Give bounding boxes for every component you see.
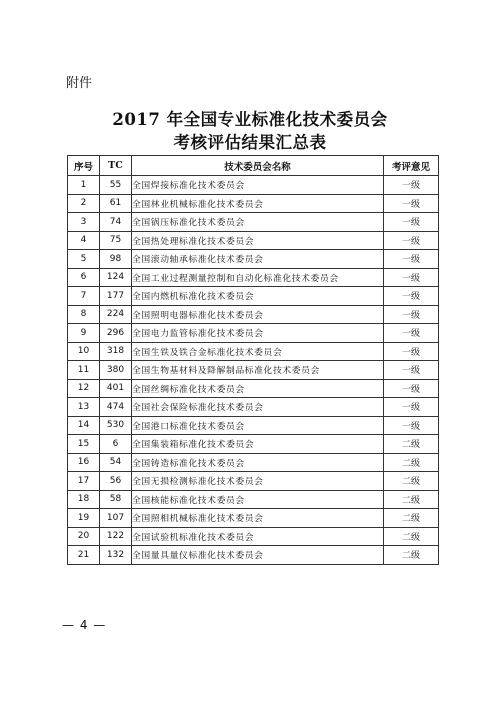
row-index: 19 (68, 509, 100, 528)
row-index: 13 (68, 398, 100, 417)
row-evaluation: 二级 (384, 527, 439, 546)
row-evaluation: 一级 (384, 176, 439, 195)
table-row (68, 435, 439, 454)
row-index: 4 (68, 231, 100, 250)
table-row (68, 268, 439, 287)
row-tc-code: 132 (100, 546, 132, 565)
table-row (68, 398, 439, 417)
row-index: 9 (68, 324, 100, 343)
row-tc-code: 224 (100, 305, 132, 324)
row-evaluation: 二级 (384, 490, 439, 509)
row-tc-code: 55 (100, 176, 132, 195)
page-number: — 4 — (62, 618, 107, 632)
row-index: 20 (68, 527, 100, 546)
row-evaluation: 一级 (384, 342, 439, 361)
row-committee-name: 全国试验机标准化技术委员会 (132, 527, 384, 546)
table-row (68, 509, 439, 528)
row-index: 11 (68, 361, 100, 380)
row-evaluation: 一级 (384, 324, 439, 343)
results-table (67, 155, 439, 565)
row-tc-code: 74 (100, 213, 132, 232)
row-index: 6 (68, 268, 100, 287)
document-title-line-2: 考核评估结果汇总表 (173, 133, 327, 152)
row-tc-code: 75 (100, 231, 132, 250)
row-committee-name: 全国量具量仪标准化技术委员会 (132, 546, 384, 565)
row-committee-name: 全国林业机械标准化技术委员会 (132, 194, 384, 213)
row-index: 2 (68, 194, 100, 213)
row-tc-code: 98 (100, 250, 132, 269)
row-committee-name: 全国锅压标准化技术委员会 (132, 213, 384, 232)
header-committee-name: 技术委员会名称 (132, 156, 384, 176)
row-evaluation: 一级 (384, 361, 439, 380)
table-body (68, 176, 439, 565)
table-row (68, 490, 439, 509)
row-index: 7 (68, 287, 100, 306)
row-committee-name: 全国内燃机标准化技术委员会 (132, 287, 384, 306)
row-committee-name: 全国港口标准化技术委员会 (132, 416, 384, 435)
table-row (68, 546, 439, 565)
row-tc-code: 124 (100, 268, 132, 287)
row-index: 15 (68, 435, 100, 454)
row-evaluation: 一级 (384, 213, 439, 232)
table-row (68, 231, 439, 250)
row-tc-code: 401 (100, 379, 132, 398)
row-index: 10 (68, 342, 100, 361)
table-row (68, 287, 439, 306)
table-row (68, 472, 439, 491)
table-row (68, 305, 439, 324)
row-committee-name: 全国社会保险标准化技术委员会 (132, 398, 384, 417)
table-row (68, 361, 439, 380)
row-committee-name: 全国生物基材料及降解制品标准化技术委员会 (132, 361, 384, 380)
table-row (68, 342, 439, 361)
header-tc: TC (100, 156, 132, 176)
row-index: 3 (68, 213, 100, 232)
row-evaluation: 一级 (384, 416, 439, 435)
row-index: 8 (68, 305, 100, 324)
row-committee-name: 全国丝绸标准化技术委员会 (132, 379, 384, 398)
table-row (68, 527, 439, 546)
row-tc-code: 380 (100, 361, 132, 380)
row-evaluation: 二级 (384, 435, 439, 454)
row-committee-name: 全国生铁及铁合金标准化技术委员会 (132, 342, 384, 361)
row-index: 12 (68, 379, 100, 398)
row-evaluation: 二级 (384, 546, 439, 565)
row-evaluation: 一级 (384, 379, 439, 398)
row-tc-code: 56 (100, 472, 132, 491)
row-tc-code: 54 (100, 453, 132, 472)
row-tc-code: 6 (100, 435, 132, 454)
row-evaluation: 一级 (384, 398, 439, 417)
table-header-row (68, 156, 439, 176)
row-committee-name: 全国集装箱标准化技术委员会 (132, 435, 384, 454)
table-row (68, 213, 439, 232)
row-committee-name: 全国照明电器标准化技术委员会 (132, 305, 384, 324)
row-committee-name: 全国热处理标准化技术委员会 (132, 231, 384, 250)
row-committee-name: 全国照相机械标准化技术委员会 (132, 509, 384, 528)
row-index: 5 (68, 250, 100, 269)
attachment-label: 附件 (66, 76, 93, 91)
table-row (68, 453, 439, 472)
row-tc-code: 318 (100, 342, 132, 361)
row-evaluation: 一级 (384, 231, 439, 250)
row-tc-code: 122 (100, 527, 132, 546)
row-tc-code: 107 (100, 509, 132, 528)
row-index: 18 (68, 490, 100, 509)
table-row (68, 194, 439, 213)
table-row (68, 379, 439, 398)
row-index: 21 (68, 546, 100, 565)
row-evaluation: 一级 (384, 268, 439, 287)
document-title-line-1: 2017 年全国专业标准化技术委员会 (112, 110, 388, 129)
row-tc-code: 58 (100, 490, 132, 509)
row-committee-name: 全国核能标准化技术委员会 (132, 490, 384, 509)
row-index: 17 (68, 472, 100, 491)
row-evaluation: 一级 (384, 250, 439, 269)
row-committee-name: 全国工业过程测量控制和自动化标准化技术委员会 (132, 268, 384, 287)
row-committee-name: 全国无损检测标准化技术委员会 (132, 472, 384, 491)
row-committee-name: 全国滚动轴承标准化技术委员会 (132, 250, 384, 269)
row-committee-name: 全国电力监管标准化技术委员会 (132, 324, 384, 343)
row-evaluation: 二级 (384, 509, 439, 528)
row-committee-name: 全国焊接标准化技术委员会 (132, 176, 384, 195)
row-tc-code: 530 (100, 416, 132, 435)
row-index: 14 (68, 416, 100, 435)
table-row (68, 176, 439, 195)
row-evaluation: 二级 (384, 453, 439, 472)
header-evaluation: 考评意见 (384, 156, 439, 176)
row-evaluation: 一级 (384, 194, 439, 213)
row-tc-code: 61 (100, 194, 132, 213)
row-tc-code: 474 (100, 398, 132, 417)
row-index: 1 (68, 176, 100, 195)
row-committee-name: 全国铸造标准化技术委员会 (132, 453, 384, 472)
row-index: 16 (68, 453, 100, 472)
row-tc-code: 296 (100, 324, 132, 343)
row-tc-code: 177 (100, 287, 132, 306)
table-row (68, 324, 439, 343)
table-row (68, 416, 439, 435)
row-evaluation: 一级 (384, 287, 439, 306)
table-row (68, 250, 439, 269)
row-evaluation: 二级 (384, 472, 439, 491)
header-index: 序号 (68, 156, 100, 176)
row-evaluation: 一级 (384, 305, 439, 324)
